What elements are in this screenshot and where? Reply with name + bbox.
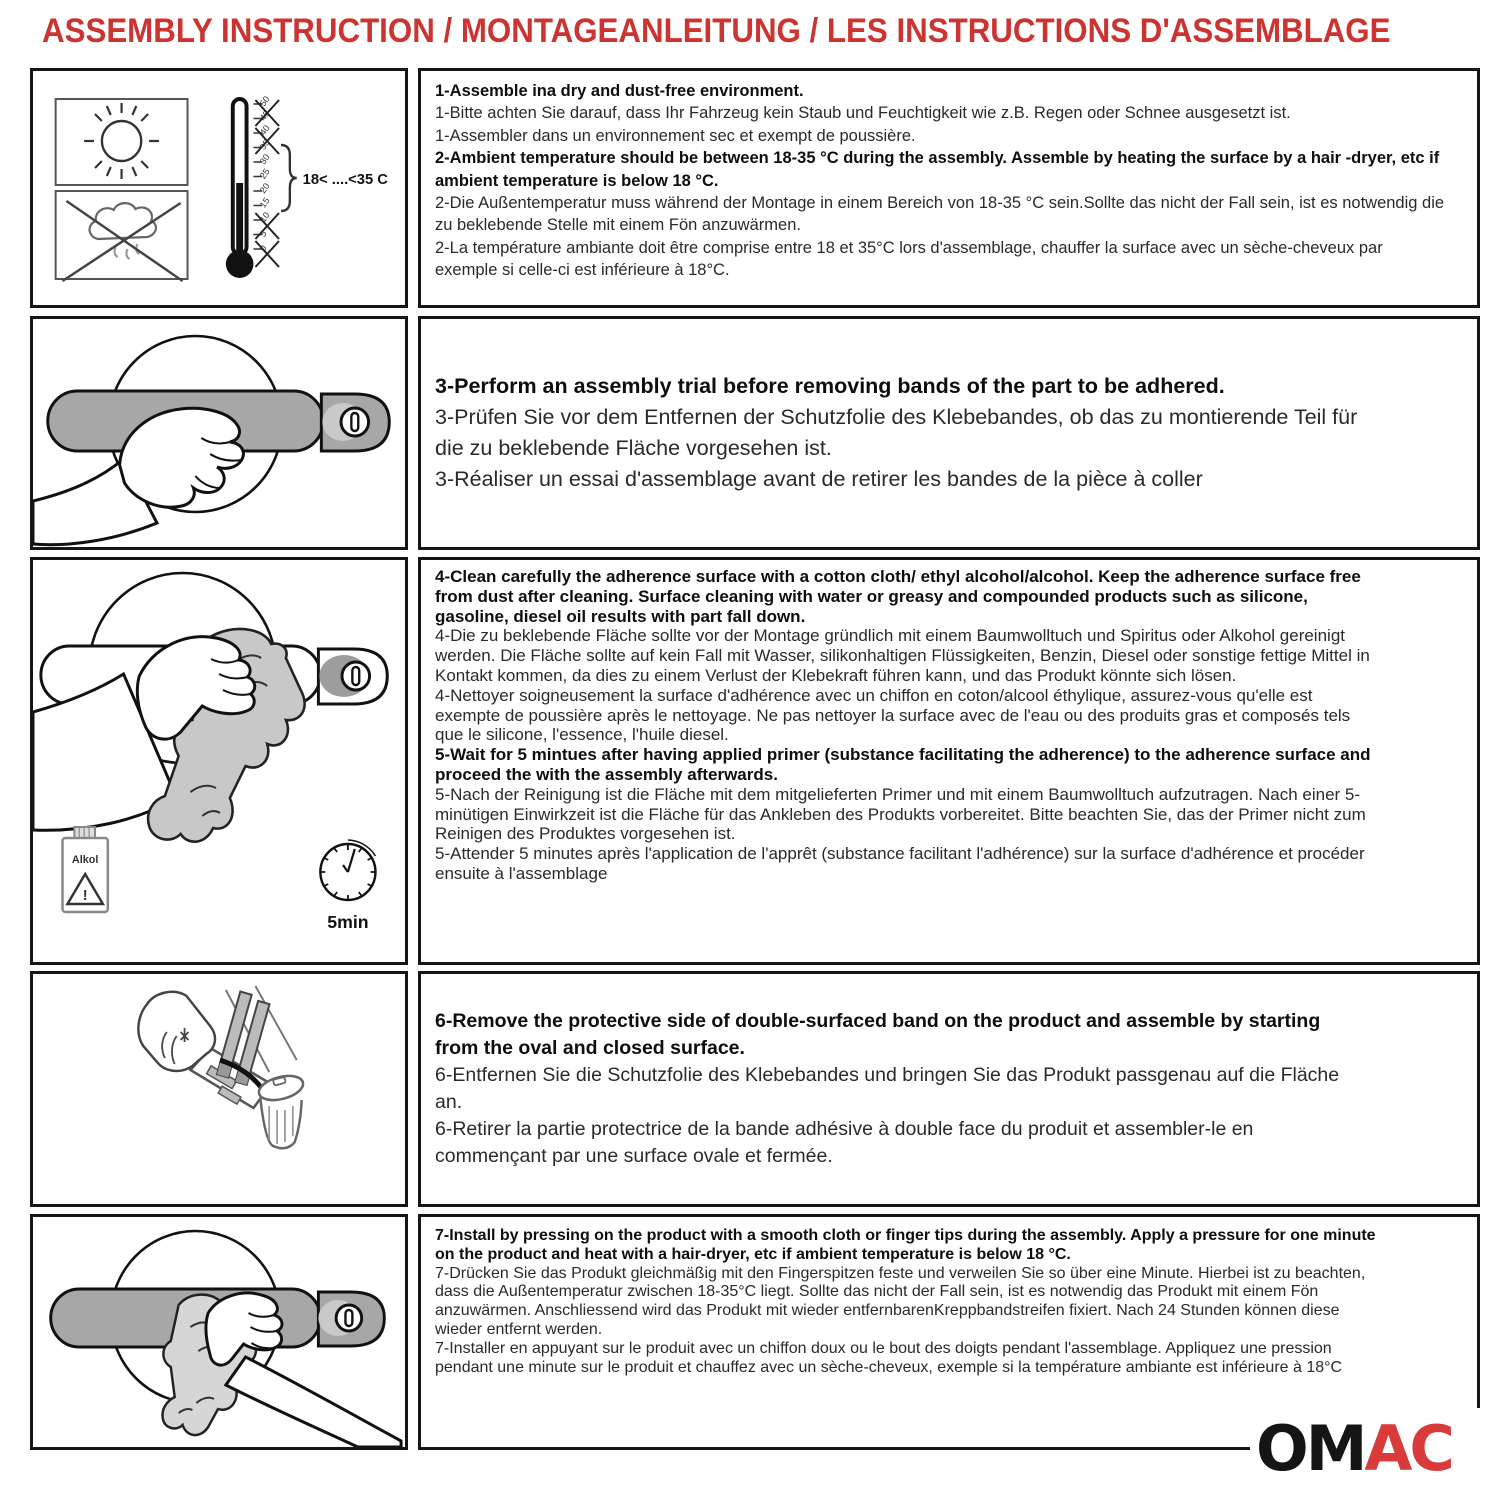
illustration-box-trial (30, 316, 408, 550)
instructions-environment (418, 68, 1480, 308)
instruction-en: 2-Ambient temperature should be between 18-35 °C during the assembly. Assemble by heating the surface by a hair -dryer, etc if ambient temperature is below 18 °C. (435, 149, 1440, 190)
instruction-en: 5-Wait for 5 mintues after having applied primer (substance facilitating the adherence) to the adherence surface and proceed the with the assembly afterwards. (435, 745, 1371, 784)
svg-text:20: 20 (257, 181, 272, 196)
keyhole-slot (351, 413, 358, 431)
svg-text:15: 15 (257, 195, 272, 210)
keyhole-slot (352, 667, 359, 685)
illustration-box-clean (30, 557, 408, 965)
peel-band-trash-illustration (33, 974, 405, 1204)
keyhole-slot (345, 1310, 352, 1326)
instruction-de: 5-Nach der Reinigung ist die Fläche mit dem mitgelieferten Primer und mit einem Baumwolltuch aufzutragen. Nach einer 5-minütigen Einwirkzeit ist die Fläche für das Ankleben des Produkts vorbereitet. Bitte beachten Sie, das der Primer nicht zum Reinigen des Produktes vorgesehen ist. (435, 784, 1366, 844)
page-title: ASSEMBLY INSTRUCTION / MONTAGEANLEITUNG / LES INSTRUCTIONS D'ASSEMBLAGE (42, 12, 1391, 50)
svg-text:35: 35 (257, 137, 272, 152)
svg-text:30: 30 (257, 152, 272, 167)
instruction-en: 3-Perform an assembly trial before removing bands of the part to be adhered. (435, 374, 1225, 398)
instruction-de: 3-Prüfen Sie vor dem Entfernen der Schutzfolie des Klebebandes, ob das zu montierende Teil für die zu beklebende Fläche vorgesehen ist. (435, 405, 1358, 460)
step-row-environment (0, 68, 1500, 308)
instruction-en: 1-Assemble ina dry and dust-free environment. (435, 82, 804, 100)
instruction-fr: 3-Réaliser un essai d'assemblage avant de retirer les bandes de la pièce à coller (435, 467, 1203, 491)
clock-icon (320, 840, 375, 932)
svg-text:40: 40 (257, 123, 272, 138)
instruction-en: 6-Remove the protective side of double-surfaced band on the product and assemble by starting from the oval and closed surface. (435, 1010, 1321, 1059)
svg-text:50: 50 (257, 94, 272, 109)
instructions-remove-band (418, 971, 1480, 1207)
svg-text:45: 45 (257, 108, 272, 123)
instructions-trial (418, 316, 1480, 550)
alcohol-label: Alkol (71, 853, 99, 867)
environment-illustration (33, 71, 405, 305)
illustration-box-environment (30, 68, 408, 308)
instruction-de: 1-Bitte achten Sie darauf, dass Ihr Fahrzeug kein Staub und Feuchtigkeit wie z.B. Regen oder Schnee ausgesetzt ist. (435, 104, 1291, 123)
svg-text:25: 25 (257, 166, 272, 181)
sun-icon (56, 99, 188, 185)
instruction-de: 6-Entfernen Sie die Schutzfolie des Klebebandes und bringen Sie das Produkt passgenau auf die Fläche an. (435, 1064, 1340, 1113)
warning-exclamation: ! (82, 887, 88, 905)
arm (226, 1357, 401, 1447)
instruction-de: 7-Drücken Sie das Produkt gleichmäßig mit den Fingerspitzen feste und verweilen Sie so über eine Minute. Hierbei ist zu beachten, dass die Außentemperatur zwischen 18-35°C liegt. Sollte das nicht der Fall sein, ist es notwendig das Produkt mit einem Fön anzuwärmen. Anschliessend wird das Produkt mit wieder entfernbarenKreppbandstreifen fixiert. Nach 24 Stunden können diese wieder entfernt werden. (435, 1264, 1366, 1338)
clock-label: 5min (327, 911, 369, 933)
step-row-remove-band (0, 971, 1500, 1207)
trash-bin-icon (256, 1072, 305, 1148)
instruction-fr: 2-La température ambiante doit être comprise entre 18 et 35°C lors d'assemblage, chauffer la surface avec un sèche-cheveux par exemple si celle-ci est inférieure à 18°C. (435, 238, 1383, 280)
range-brace (281, 145, 297, 211)
instructions-clean (418, 557, 1480, 965)
instruction-de: 2-Die Außentemperatur muss während der Montage in einem Bereich von 18-35 °C sein.Sollte das nicht der Fall sein, ist es notwendig die zu beklebende Stelle mit einem Fön anzuwärmen. (435, 194, 1445, 235)
instruction-fr: 7-Installer en appuyant sur le produit avec un chiffon doux ou le bout des doigts pendant l'assemblage. Appliquez une pression pendant une minute sur le produit et chauffez avec un sèche-cheveux, exemple si la température ambiante est inférieure à 18°C (435, 1339, 1343, 1376)
step-row-trial (0, 316, 1500, 550)
svg-text:5: 5 (257, 228, 269, 239)
illustration-box-install (30, 1214, 408, 1450)
step-row-clean (0, 557, 1500, 965)
logo-text-red: AC (1364, 1412, 1452, 1485)
svg-text:0: 0 (257, 243, 269, 254)
alcohol-bottle-icon (63, 827, 108, 912)
illustration-box-remove-band (30, 971, 408, 1207)
instruction-en: 7-Install by pressing on the product with a smooth cloth or finger tips during the assembly. Apply a pressure for one minute on the product and heat with a hair-dryer, etc if ambient temperature is below 18 °C. (435, 1227, 1376, 1263)
press-handle-with-cloth-illustration (33, 1217, 405, 1447)
no-rain-icon (56, 191, 188, 281)
cleaning-handle-illustration (33, 560, 405, 962)
instruction-de: 4-Die zu beklebende Fläche sollte vor der Montage gründlich mit einem Baumwolltuch und Spiritus oder Alkohol gereinigt werden. Die Fläche sollte auf kein Fall mit Wasser, silikonhaltigen Flüssigkeiten, Benzin, Diesel oder sonstige fettige Mittel in Kontakt kommen, da dies zu einem Verlust der Klebekraft führen kann, und das Produkt könnte sich lösen. (435, 626, 1370, 685)
instruction-fr: 4-Nettoyer soigneusement la surface d'adhérence avec un chiffon en coton/alcool éthylique, assurez-vous qu'elle est exempte de poussière après le nettoyage. Ne pas nettoyer la surface avec de l'eau ou des produits gras et composés tels que le silicone, l'essence, l'huile diesel. (435, 685, 1351, 745)
instruction-fr: 5-Attender 5 minutes après l'application de l'apprêt (substance facilitant l'adhérence) sur la surface d'adhérence et procéder ensuite à l'assemblage (435, 844, 1365, 883)
instruction-en: 4-Clean carefully the adherence surface with a cotton cloth/ ethyl alcohol/alcohol. Keep the adherence surface free from dust after cleaning. Surface cleaning with water or greasy and compounded products such as silicone, gasoline, diesel oil results with part fall down. (435, 567, 1361, 626)
crossed-out-range-marks (255, 100, 279, 267)
svg-text:10: 10 (257, 210, 272, 225)
omac-logo (1250, 1408, 1500, 1490)
instruction-fr: 1-Assembler dans un environnement sec et exempt de poussière. (435, 126, 916, 145)
instruction-fr: 6-Retirer la partie protectrice de la bande adhésive à double face du produit et assembler-le en commençant par une surface ovale et fermée. (435, 1118, 1254, 1167)
logo-text-black: OM (1256, 1412, 1365, 1485)
hand-on-door-handle-illustration (33, 319, 405, 547)
temperature-range-label: 18< ....<35 C (302, 171, 388, 189)
thermometer-icon (226, 94, 388, 278)
